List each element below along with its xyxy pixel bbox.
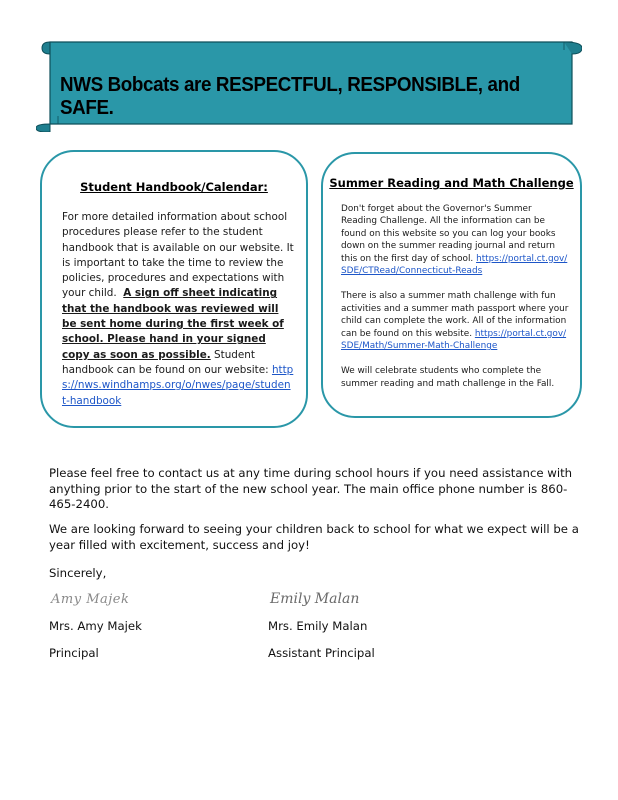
handbook-text: For more detailed information about school procedures please refer to the student handbook that is available on our website. It is important to take the time to review the policies, procedures and expectations with your child. — [62, 211, 294, 300]
summer-math-text: There is also a summer math challenge with fun activities and a summer math passport where your child can complete the work. All of the information can be found on this website. — [341, 291, 569, 339]
handbook-title: Student Handbook/Calendar: — [80, 180, 268, 194]
assistant-principal-title: Assistant Principal — [268, 646, 375, 660]
svg-text:Emily Malan: Emily Malan — [270, 591, 360, 607]
summer-challenge-body — [341, 203, 569, 403]
summer-challenge-box — [321, 152, 582, 418]
celebration-text: We will celebrate students who complete the summer reading and math challenge in the Fall. — [341, 366, 555, 389]
summer-reading-text: Don't forget about the Governor's Summer Reading Challenge. All the information can be found on this website so you can log your books down on the summer reading journal and return this on the first day of school. — [341, 204, 556, 264]
sign-off: Sincerely, — [49, 566, 107, 580]
contact-paragraph: Please feel free to contact us at any time during school hours if you need assistance with anything prior to the start of the new school year. The main office phone number is 860-465-2400. — [49, 466, 573, 511]
handbook-box — [40, 150, 308, 428]
banner-title: NWS Bobcats are RESPECTFUL, RESPONSIBLE, and SAFE. — [60, 74, 520, 119]
handbook-body — [62, 210, 294, 409]
banner — [36, 40, 582, 132]
reading-challenge-link[interactable]: https://portal.ct.gov/SDE/CTRead/Connecticut-Reads — [341, 253, 568, 277]
principal-name: Mrs. Amy Majek — [49, 619, 142, 633]
handbook-signoff-notice: A sign off sheet indicating that the handbook was reviewed will be sent home during the first week of school. Please hand in your signed copy as soon as possible. — [62, 287, 284, 361]
math-challenge-link[interactable]: https://portal.ct.gov/SDE/Math/Summer-Math-Challenge — [341, 328, 567, 352]
handbook-website-text: Student handbook can be found on our website: — [62, 348, 269, 376]
principal-signature — [49, 588, 169, 610]
assistant-principal-name: Mrs. Emily Malan — [268, 619, 368, 633]
svg-text:Amy Majek: Amy Majek — [51, 592, 130, 607]
principal-title: Principal — [49, 646, 99, 660]
closing-paragraph: We are looking forward to seeing your children back to school for what we expect will be a year filled with excitement, success and joy! — [49, 522, 579, 552]
assistant-signature — [268, 586, 378, 610]
summer-challenge-title: Summer Reading and Math Challenge — [329, 176, 574, 190]
handbook-link[interactable]: https://nws.windhamps.org/o/nwes/page/student-handbook — [62, 363, 294, 407]
